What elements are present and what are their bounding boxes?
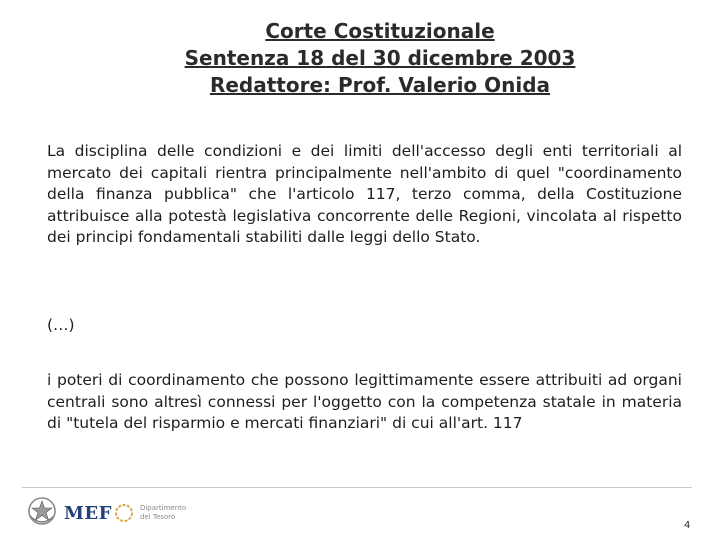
- title-court: Corte Costituzionale: [265, 19, 495, 43]
- mef-logo-text: MEF: [64, 502, 112, 524]
- ellipsis-text: (…): [47, 316, 75, 334]
- title-author: Redattore: Prof. Valerio Onida: [209, 73, 551, 97]
- footer-divider: [22, 487, 692, 488]
- title-sentence: Sentenza 18 del 30 dicembre 2003: [184, 46, 576, 70]
- mef-department-line2: del Tesoro: [139, 513, 176, 521]
- mef-department: [140, 504, 186, 522]
- paragraph-2: i poteri di coordinamento che possono legittimamente essere attribuiti ad organi centrali sono altresì connessi per l'oggetto con la competenza statale in materia di "tutela del risparmio e mercati finanziari" di cui all'art. 117: [47, 371, 682, 433]
- mef-logo: [64, 500, 186, 526]
- paragraph-1: La disciplina delle condizioni e dei limiti dell'accesso degli enti territoriali al mercato dei capitali rientra principalmente nell'ambito di quel "coordinamento della finanza pubblica" che l'articolo 117, terzo comma, della Costituzione attribuisce alla potestà legislativa concorrente delle Regioni, vincolata al rispetto dei principi fondamentali stabiliti dalle leggi dello Stato.: [47, 142, 682, 247]
- italian-republic-emblem-icon: [26, 494, 58, 528]
- mef-department-line1: Dipartimento: [139, 504, 187, 512]
- mef-ring-icon: [114, 503, 134, 523]
- page-number: 4: [684, 520, 691, 531]
- slide-title: [0, 18, 720, 99]
